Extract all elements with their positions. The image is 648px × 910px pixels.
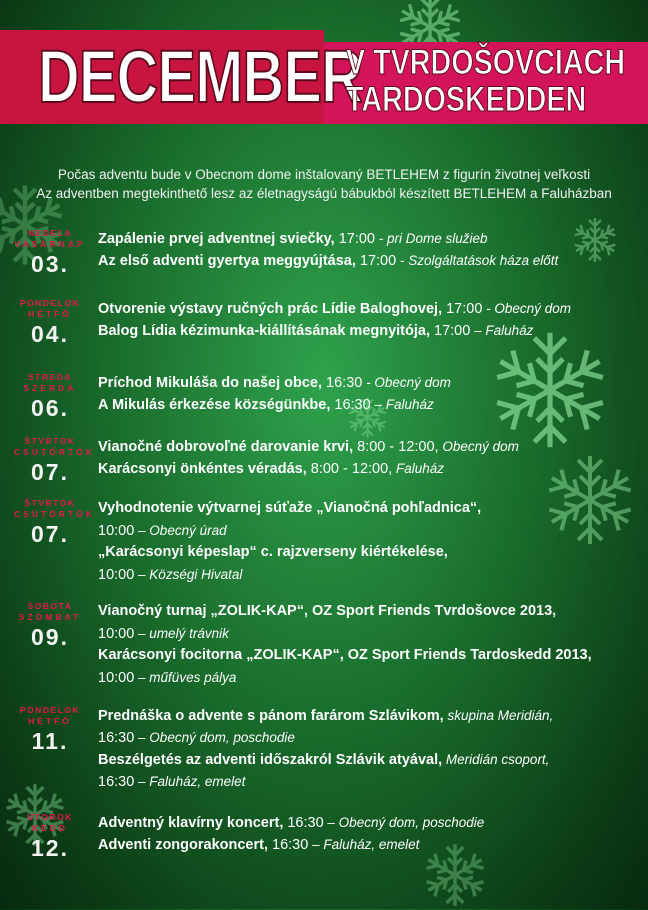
snowflake-icon xyxy=(540,450,640,550)
event-time: 16:30 xyxy=(98,774,135,790)
event-date: 09. xyxy=(31,624,69,650)
event-title: Vianočné dobrovoľné darovanie krvi, xyxy=(98,439,354,455)
event-title: Adventi zongorakoncert, xyxy=(98,837,268,853)
event-day xyxy=(14,812,86,860)
event-line xyxy=(98,771,245,793)
event-place: - Szolgáltatások háza előtt xyxy=(396,253,559,268)
event-line xyxy=(98,250,558,272)
event-title: Karácsonyi önkéntes véradás, xyxy=(98,461,307,477)
event-day xyxy=(14,228,86,276)
event-line xyxy=(98,520,227,542)
event-place: Meridián csoport, xyxy=(442,752,550,767)
event-title: Adventný klavírny koncert, xyxy=(98,815,284,831)
event-place: Obecný dom xyxy=(438,439,519,454)
intro-line-2: Az adventben megtekinthető lesz az életnagyságú bábukból készített BETLEHEM a Faluházban xyxy=(36,186,612,201)
event-time: 10:00 xyxy=(98,567,135,583)
event-date: 12. xyxy=(31,835,69,861)
day-name-hu: KEDD xyxy=(31,823,69,833)
subtitle-line-2: TARDOSKEDDEN xyxy=(346,80,587,119)
intro-line-1: Počas adventu bude v Obecnom dome inštalovaný BETLEHEM z figurín životnej veľkosti xyxy=(57,167,591,182)
event-line xyxy=(98,749,549,771)
event-time: 16:30 xyxy=(330,397,371,413)
event-line xyxy=(98,228,488,250)
event-line xyxy=(98,705,553,727)
event-line xyxy=(98,498,481,519)
event-title: Príchod Mikuláša do našej obce, xyxy=(98,375,323,391)
event-line xyxy=(98,298,571,320)
event-time: 10:00 xyxy=(98,626,135,642)
day-name-sk: PONDELOK xyxy=(19,298,81,308)
event-title: Balog Lídia kézimunka-kiállításának megnyitója, xyxy=(98,323,430,339)
event-title: Zapálenie prvej adventnej sviečky, xyxy=(98,231,335,247)
event-place: – umelý trávnik xyxy=(134,626,229,641)
event-time: 10:00 xyxy=(98,670,135,686)
event-title: Vyhodnotenie výtvarnej súťaže „Vianočná pohľadnica“, xyxy=(98,500,482,516)
event-place: – Obecný dom, poschodie xyxy=(323,815,485,830)
day-name-hu: SZERDA xyxy=(23,383,77,393)
day-name-sk: SOBOTA xyxy=(27,601,73,611)
event-place: – Faluház xyxy=(470,323,534,338)
event-date: 03. xyxy=(31,251,69,277)
event-line xyxy=(98,458,444,480)
day-name-hu: HÉTFŐ xyxy=(28,716,72,726)
event-date: 04. xyxy=(31,321,69,347)
event-title: „Karácsonyi képeslap“ c. rajzverseny kiértékelése, xyxy=(98,544,448,560)
event-place: – Obecný dom, poschodie xyxy=(134,730,295,745)
event-time: 17:00 xyxy=(334,231,376,247)
event-title: Prednáška o advente s pánom farárom Szlávikom, xyxy=(98,708,444,724)
day-name-hu: SZOMBAT xyxy=(18,612,82,622)
event-place: – Faluház, emelet xyxy=(134,774,246,789)
event-time: 17:00 xyxy=(442,301,483,317)
event-line xyxy=(98,564,242,586)
day-name-sk: UTOROK xyxy=(27,812,73,822)
event-line xyxy=(98,601,556,622)
subtitle-line-1: V TVRDOŠOVCIACH xyxy=(346,43,626,82)
event-day xyxy=(14,372,86,420)
event-place: – Faluház xyxy=(370,397,434,412)
event-date: 07. xyxy=(31,459,69,485)
event-line xyxy=(98,394,434,416)
event-day xyxy=(14,498,95,547)
event-place: – Községi Hivatal xyxy=(134,567,243,582)
event-day xyxy=(14,705,86,753)
event-day xyxy=(14,436,95,485)
event-title: Karácsonyi focitorna „ZOLIK-KAP“, OZ Sport Friends Tardoskedd 2013, xyxy=(98,647,592,663)
event-line xyxy=(98,542,448,563)
event-date: 07. xyxy=(31,521,69,547)
event-line xyxy=(98,667,236,689)
event-time: 17:00 xyxy=(430,323,471,339)
page-title: DECEMBER xyxy=(38,35,363,118)
day-name-hu: VASÁRNAP xyxy=(14,239,86,249)
event-place: Faluház xyxy=(392,461,444,476)
day-name-hu: CSÜTÖRTÖK xyxy=(14,447,95,457)
page-subtitle xyxy=(346,44,625,118)
event-date: 11. xyxy=(31,728,69,754)
day-name-sk: PONDELOK xyxy=(19,705,81,715)
day-name-sk: STREDA xyxy=(28,372,72,382)
event-day xyxy=(14,601,86,649)
event-title: Otvorenie výstavy ručných prác Lídie Baloghovej, xyxy=(98,301,443,317)
day-name-hu: CSÜTÖRTÖK xyxy=(14,509,95,519)
event-place: – műfüves pálya xyxy=(134,670,237,685)
event-title: Beszélgetés az adventi időszakról Szlávik atyával, xyxy=(98,752,443,768)
event-date: 06. xyxy=(31,395,69,421)
event-time: 8:00 - 12:00, xyxy=(306,461,393,477)
event-place: – Faluház, emelet xyxy=(308,837,420,852)
event-place: - Obecný dom xyxy=(482,301,571,316)
event-place: – Obecný úrad xyxy=(134,523,227,538)
event-title: Vianočný turnaj „ZOLIK-KAP“, OZ Sport Friends Tvrdošovce 2013, xyxy=(98,603,557,619)
snowflake-icon xyxy=(420,840,490,910)
event-time: 16:30 xyxy=(322,375,363,391)
event-line xyxy=(98,834,419,856)
header-banner xyxy=(0,30,648,124)
event-line xyxy=(98,645,592,666)
day-name-hu: HÉTFŐ xyxy=(28,309,72,319)
event-line xyxy=(98,812,484,834)
event-day xyxy=(14,298,86,346)
event-time: 10:00 xyxy=(98,523,135,539)
event-time: 16:30 xyxy=(283,815,324,831)
event-time: 8:00 - 12:00, xyxy=(353,439,439,455)
day-name-sk: ŠTVRTOK xyxy=(24,436,76,446)
event-line xyxy=(98,436,519,458)
event-place: - pri Dome služieb xyxy=(375,231,488,246)
event-time: 17:00 xyxy=(355,253,397,269)
day-name-sk: ŠTVRTOK xyxy=(24,498,76,508)
event-time: 16:30 xyxy=(268,837,309,853)
event-place: skupina Meridián, xyxy=(443,708,554,723)
event-time: 16:30 xyxy=(98,730,135,746)
intro-text xyxy=(0,165,648,203)
event-line xyxy=(98,372,451,394)
snowflake-icon xyxy=(570,215,620,265)
event-title: A Mikulás érkezése községünkbe, xyxy=(98,397,331,413)
event-title: Az első adventi gyertya meggyújtása, xyxy=(98,253,356,269)
event-line xyxy=(98,320,533,342)
event-line xyxy=(98,727,295,749)
event-place: - Obecný dom xyxy=(362,375,451,390)
day-name-sk: NEDEĽA xyxy=(28,228,72,238)
event-line xyxy=(98,623,229,645)
